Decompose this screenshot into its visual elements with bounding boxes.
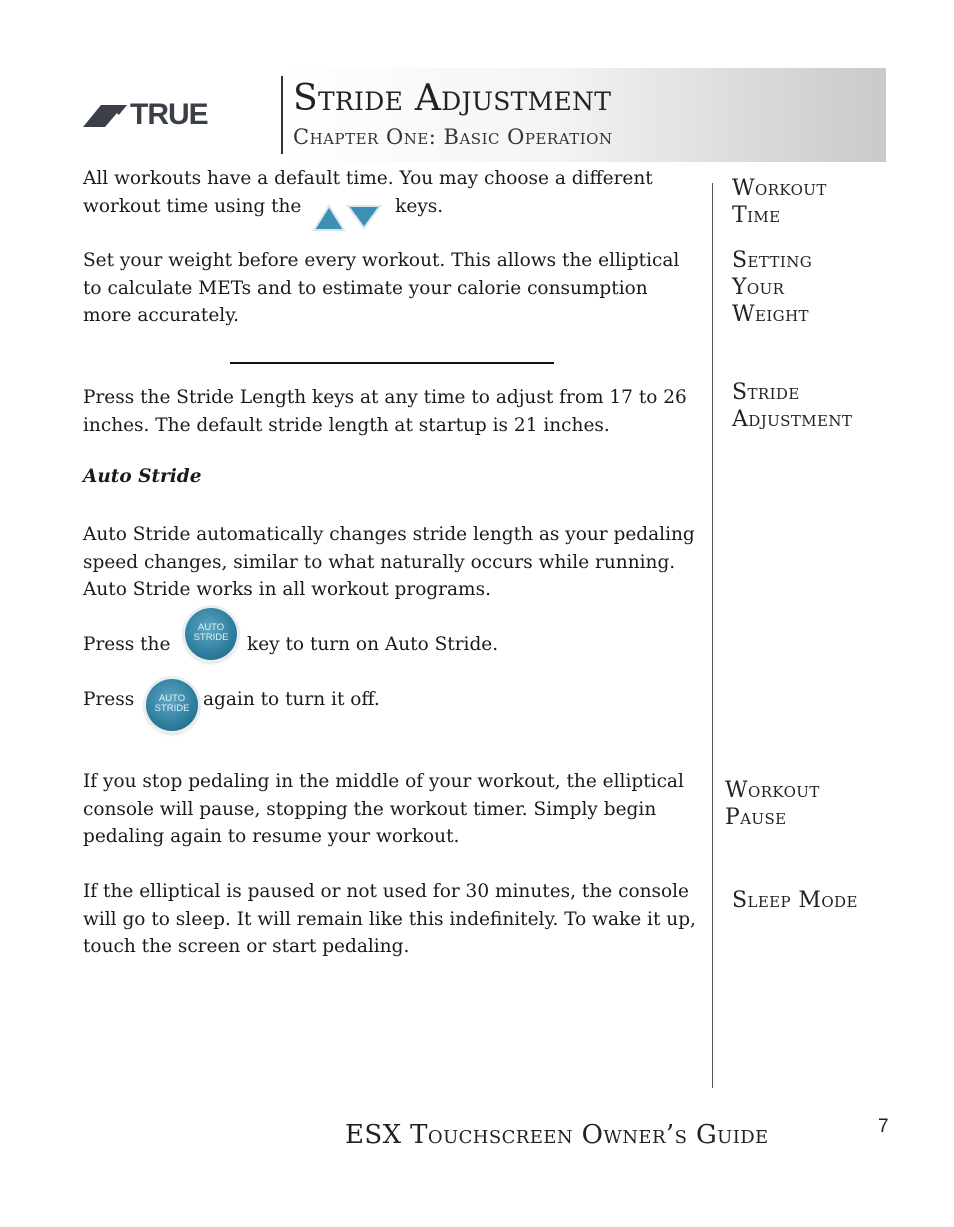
workout-time-line-2b: keys. bbox=[395, 195, 444, 217]
turn-off-text: again to turn it off. bbox=[203, 689, 380, 710]
sidebar-label-setting-weight: Setting Your Weight bbox=[732, 248, 813, 327]
page-number: 7 bbox=[878, 1116, 889, 1137]
weight-text: Set your weight before every workout. This allows the elliptical to calculate METs and to estimate your calorie consumption more accurately. bbox=[83, 250, 680, 326]
auto-stride-text: Auto Stride automatically changes stride length as your pedaling speed changes, similar to what naturally occurs while running. Auto Stride works in all workout programs. bbox=[83, 524, 695, 600]
logo-text: TRUE bbox=[130, 98, 208, 131]
sidebar-label-stride-adjustment: Stride Adjustment bbox=[732, 380, 853, 432]
sleep-text: If the elliptical is paused or not used for 30 minutes, the console will go to sleep. It will remain like this indefinitely. To wake it up, touch the screen or start pedaling. bbox=[83, 881, 696, 957]
pause-text: If you stop pedaling in the middle of your workout, the elliptical console will pause, stopping the workout timer. Simply begin pedaling again to resume your workout. bbox=[83, 771, 684, 847]
stride-text: Press the Stride Length keys at any time to adjust from 17 to 26 inches. The default stride length at startup is 21 inches. bbox=[83, 387, 687, 436]
workout-time-text bbox=[83, 165, 698, 220]
sidebar-rule bbox=[712, 183, 713, 1088]
footer-guide-title: ESX Touchscreen Owner’s Guide bbox=[345, 1120, 769, 1150]
auto-stride-key-icon: AUTO STRIDE bbox=[181, 604, 241, 664]
auto-stride-heading: Auto Stride bbox=[83, 466, 202, 487]
section-divider bbox=[230, 362, 554, 364]
press-text: Press bbox=[83, 689, 135, 710]
sidebar-label-workout-pause: Workout Pause bbox=[725, 778, 820, 830]
page-subtitle: Chapter One: Basic Operation bbox=[293, 125, 613, 149]
up-down-arrow-keys-icon bbox=[312, 200, 382, 232]
page-title: Stride Adjustment bbox=[293, 78, 612, 119]
auto-stride-key-icon-2: AUTO STRIDE bbox=[142, 675, 202, 735]
workout-time-line-2a: workout time using the bbox=[83, 195, 302, 217]
workout-time-line-1: All workouts have a default time. You may choose a different bbox=[83, 168, 653, 189]
header-divider bbox=[281, 76, 283, 154]
sidebar-label-workout-time: Workout Time bbox=[732, 176, 827, 228]
turn-on-text: key to turn on Auto Stride. bbox=[247, 634, 499, 655]
press-the-text: Press the bbox=[83, 634, 171, 655]
sidebar-label-sleep-mode: Sleep Mode bbox=[732, 888, 858, 913]
